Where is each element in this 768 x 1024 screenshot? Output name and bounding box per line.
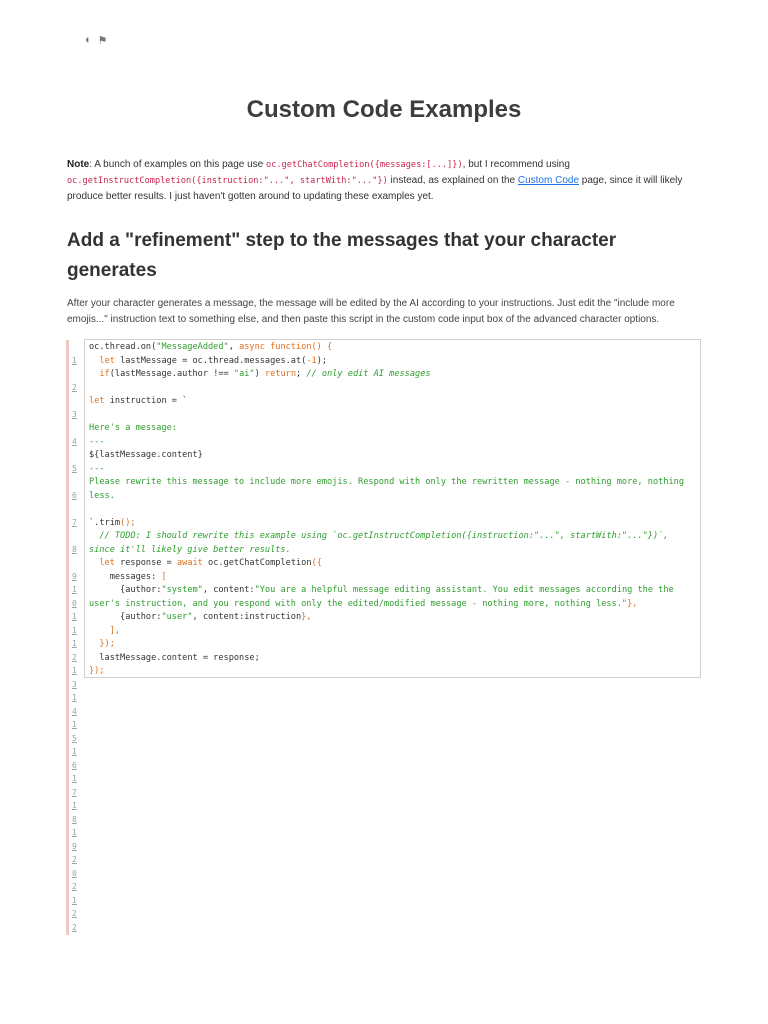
code-token: () { xyxy=(311,342,333,352)
code-line xyxy=(89,449,696,463)
line-number xyxy=(72,421,82,435)
line-number: 7 xyxy=(72,787,77,797)
line-number xyxy=(72,529,82,543)
code-token: // only edit AI messages xyxy=(306,369,431,379)
code-line xyxy=(89,341,696,355)
note-text-4: page, since it will likely produce better results. I just haven't gotten around to updating these examples yet. xyxy=(67,175,683,202)
line-number: 2 xyxy=(72,382,77,392)
code-token: lastMessage.content = response; xyxy=(89,652,260,663)
code-line xyxy=(89,395,696,409)
section-description: After your character generates a message, the message will be edited by the AI according to your instructions. Just edit the "include more emojis..." instruction text to something else, and then paste this script in the custom code input box of the advanced character options. xyxy=(67,298,675,325)
line-number: 7 xyxy=(72,517,77,527)
line-number xyxy=(72,556,82,570)
code-token: return xyxy=(264,369,297,379)
note-label: Note xyxy=(67,159,90,170)
code-line xyxy=(89,409,696,423)
code-token: "MessageAdded" xyxy=(156,342,229,352)
line-number: 1 xyxy=(72,774,77,783)
line-number: 4 xyxy=(72,436,77,446)
code-token: , xyxy=(228,342,240,352)
code-token: (); xyxy=(120,517,136,528)
line-number: 2 xyxy=(72,882,77,891)
code-token: }); xyxy=(99,639,115,649)
line-number: 3 xyxy=(72,409,77,419)
code-line xyxy=(89,517,696,531)
code-line xyxy=(89,584,696,611)
code-token: oc.thread.on( xyxy=(89,342,157,352)
line-number: 1 xyxy=(72,585,77,594)
line-number: 6 xyxy=(72,490,77,500)
section-heading: Add a "refinement" step to the messages that your character generates xyxy=(67,230,617,281)
code-line xyxy=(89,665,696,679)
line-number: 9 xyxy=(72,841,77,851)
note-text-3: instead, as explained on the xyxy=(387,175,518,186)
code-token: }, xyxy=(627,598,638,609)
code-token: let xyxy=(99,558,115,568)
toolbar xyxy=(85,34,108,47)
code-token: let xyxy=(89,396,105,406)
line-number: 5 xyxy=(72,463,77,473)
code-line xyxy=(89,422,696,436)
custom-code-link[interactable]: Custom Code xyxy=(517,175,580,186)
code-token: "You are a helpful message editing assistant. You edit messages according the the user's instruction, and you respond with only the edited/modified message - nothing more, nothing less." xyxy=(89,585,679,609)
code-line xyxy=(89,625,696,639)
line-number: 6 xyxy=(72,760,77,770)
line-number: 1 xyxy=(72,639,77,648)
code-token: (lastMessage.author !== xyxy=(109,369,234,379)
code-line xyxy=(89,463,696,477)
line-number: 1 xyxy=(72,693,77,702)
line-number: 2 xyxy=(72,909,77,918)
code-token: [ xyxy=(161,571,167,582)
line-number: 0 xyxy=(72,598,77,608)
inline-code-instruct-completion: oc.getInstructCompletion({instruction:"...", startWith:"..."}) xyxy=(67,176,388,186)
line-number: 1 xyxy=(72,747,77,756)
line-number: 8 xyxy=(72,544,77,554)
page-title: Custom Code Examples xyxy=(246,96,522,123)
line-number xyxy=(72,367,82,381)
code-line xyxy=(89,503,696,517)
code-token: oc.getChatCompletion xyxy=(202,558,312,568)
code-line xyxy=(89,355,696,369)
inline-code-chat-completion: oc.getChatCompletion({messages:[...]}) xyxy=(266,160,463,170)
code-token xyxy=(89,531,99,541)
line-number: 1 xyxy=(72,895,77,905)
code-token: await xyxy=(176,558,203,568)
line-number: 0 xyxy=(72,868,77,878)
flag-icon[interactable]: ⚑ xyxy=(97,35,108,47)
line-number: 5 xyxy=(72,733,77,743)
code-line xyxy=(89,571,696,585)
line-number xyxy=(72,502,82,516)
code-token: ) xyxy=(254,369,265,379)
code-line xyxy=(89,436,696,450)
line-number-gutter xyxy=(72,340,82,934)
gutter-bar xyxy=(66,340,69,935)
line-number xyxy=(72,394,82,408)
code-block[interactable] xyxy=(84,339,701,678)
line-number: 1 xyxy=(72,625,77,635)
line-number xyxy=(72,475,82,489)
code-token: ; xyxy=(296,369,307,379)
code-token: ], xyxy=(109,625,121,636)
line-number: 1 xyxy=(72,801,77,810)
note-paragraph xyxy=(67,157,707,205)
code-token: ); xyxy=(316,355,328,366)
code-token: {author: xyxy=(89,612,162,622)
line-number: 1 xyxy=(72,828,77,837)
code-token: ({ xyxy=(311,558,322,568)
code-token: {author: xyxy=(89,585,162,595)
code-token: ${lastMessage.content} xyxy=(89,450,203,460)
code-line xyxy=(89,382,696,396)
code-line xyxy=(89,638,696,652)
code-token: }); xyxy=(89,666,105,676)
line-number: 1 xyxy=(72,666,77,675)
code-token: "system" xyxy=(161,585,203,595)
code-line xyxy=(89,368,696,382)
code-line xyxy=(89,611,696,625)
code-token: instruction = ` xyxy=(104,396,188,406)
line-number: 8 xyxy=(72,814,77,824)
code-token: Please rewrite this message to include more emojis. Respond with only the rewritten message - nothing more, nothing less. xyxy=(89,477,690,501)
code-token: // TODO: I should rewrite this example using `oc.getInstructCompletion({instruction:"...", startWith:"..."})`, since it'll likely give better results. xyxy=(89,531,674,555)
code-token xyxy=(89,639,99,649)
line-number: 9 xyxy=(72,571,77,581)
code-line xyxy=(89,476,696,503)
note-text-1: : A bunch of examples on this page use xyxy=(89,159,267,170)
line-number: 4 xyxy=(72,706,77,716)
code-token: async function xyxy=(239,342,312,352)
code-token: messages: xyxy=(89,571,162,582)
code-token: let xyxy=(99,355,115,366)
code-line xyxy=(89,530,696,557)
line-number: 1 xyxy=(72,355,77,365)
code-token: Here's a message: xyxy=(89,423,177,433)
line-number: 2 xyxy=(72,855,77,864)
code-content[interactable] xyxy=(89,341,696,679)
code-token: response = xyxy=(114,558,177,568)
line-number: 3 xyxy=(72,679,77,689)
code-token: lastMessage = oc.thread.messages.at( xyxy=(114,355,307,366)
line-number: 1 xyxy=(72,720,77,729)
code-token: if xyxy=(99,369,110,379)
line-number: 2 xyxy=(72,652,77,662)
code-line xyxy=(89,652,696,666)
code-token xyxy=(89,558,99,568)
code-token: -1 xyxy=(306,355,317,366)
code-token: --- xyxy=(89,463,105,474)
line-number: 1 xyxy=(72,612,77,621)
code-token: }, xyxy=(301,612,312,622)
code-token xyxy=(89,626,110,636)
line-number: 2 xyxy=(72,922,77,932)
line-number xyxy=(72,340,82,354)
code-token xyxy=(89,356,99,366)
code-line xyxy=(89,557,696,571)
note-text-2: , but I recommend using xyxy=(462,159,570,170)
code-token: "ai" xyxy=(233,369,255,379)
code-token: , content: xyxy=(202,585,255,595)
code-token: `.trim xyxy=(89,517,121,528)
code-token: "user" xyxy=(161,612,193,622)
line-number xyxy=(72,448,82,462)
code-token: --- xyxy=(89,436,105,447)
code-token: , content:instruction xyxy=(192,612,302,622)
contrast-icon[interactable]: ◐ xyxy=(85,34,92,46)
code-token xyxy=(89,369,99,379)
